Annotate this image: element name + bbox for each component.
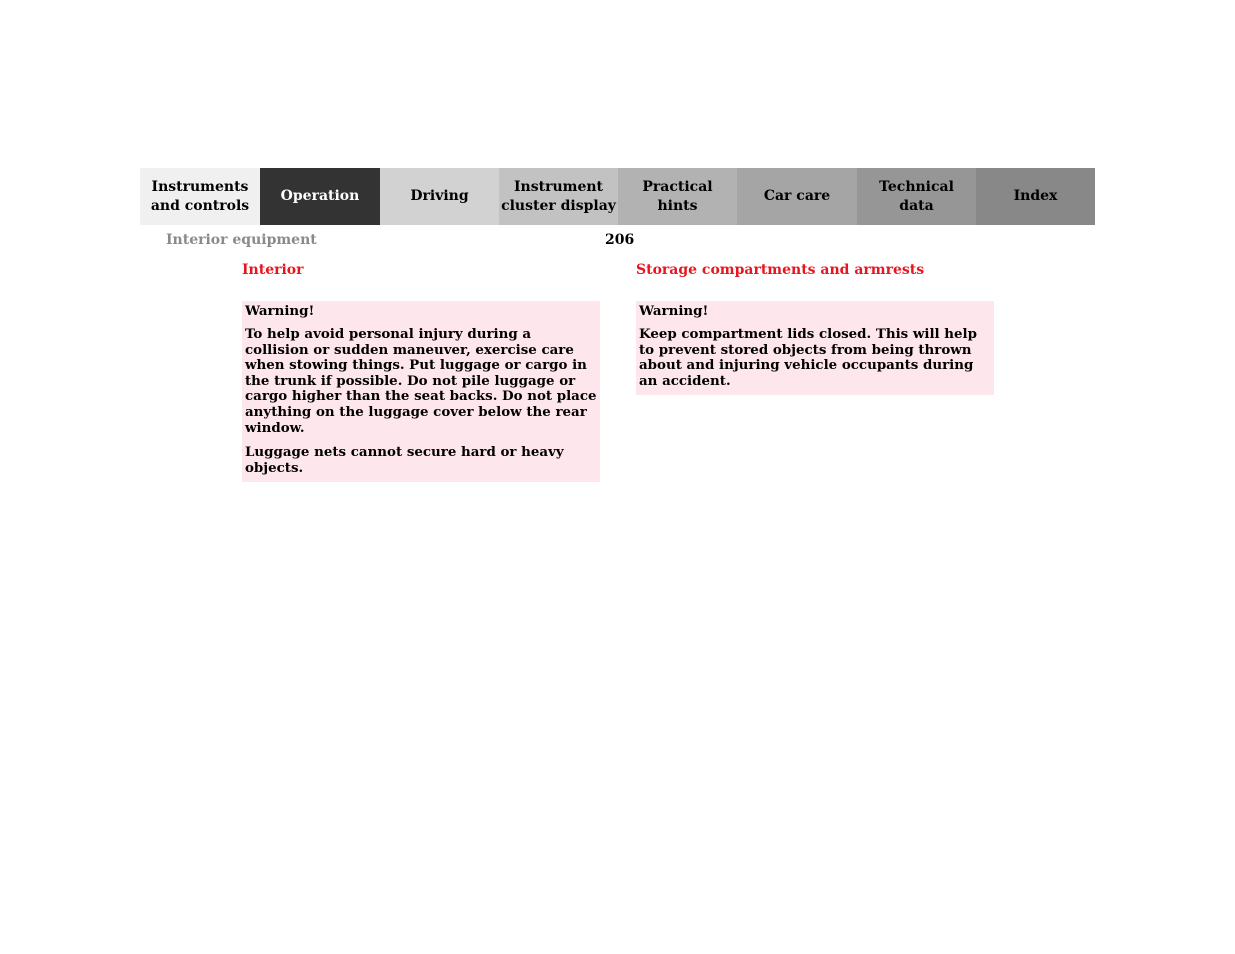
tab-label: Car care: [763, 188, 831, 204]
tab-label-line1: Technical: [879, 178, 954, 195]
warning-title: Warning!: [245, 303, 315, 319]
tab-practical-hints[interactable]: [618, 168, 737, 225]
storage-heading: Storage compartments and armrests: [636, 262, 925, 278]
tab-label-line2: data: [899, 197, 934, 214]
interior-heading: Interior: [242, 262, 304, 278]
storage-warning-box: [636, 301, 994, 395]
chapter-nav: [140, 168, 1095, 225]
interior-warning-box: [242, 301, 600, 482]
warning-text: To help avoid personal injury during a collision or sudden maneuver, exercise care when stowing things. Put luggage or cargo in the trunk if possible. Do not pile luggage or cargo higher than the seat backs. Do not place anything on the luggage cover below the rear window.: [245, 326, 597, 436]
tab-label: Operation: [280, 188, 360, 204]
tab-label: Driving: [410, 188, 469, 204]
tab-technical-data[interactable]: [857, 168, 976, 225]
tab-label: Practical hints: [642, 178, 713, 214]
tab-instrument-cluster-display[interactable]: [499, 168, 618, 225]
tab-operation[interactable]: [260, 168, 380, 225]
warning-text: Keep compartment lids closed. This will help to prevent stored objects from being thrown about and injuring vehicle occupants during an accident.: [639, 326, 978, 389]
tab-instruments-and-controls[interactable]: [140, 168, 260, 225]
warning-title: Warning!: [639, 303, 709, 319]
tab-label-line1: Instruments: [151, 178, 249, 195]
page-number: 206: [605, 232, 635, 248]
tab-driving[interactable]: [380, 168, 499, 225]
tab-label-line1: Instrument: [514, 178, 603, 195]
warning-text: Luggage nets cannot secure hard or heavy objects.: [245, 444, 564, 476]
tab-label-line2: cluster display: [501, 197, 616, 214]
tab-car-care[interactable]: [737, 168, 857, 225]
section-title: Interior equipment: [166, 232, 317, 248]
tab-index[interactable]: [976, 168, 1095, 225]
tab-label: Index: [1013, 188, 1058, 204]
tab-label-line2: and controls: [150, 197, 250, 214]
